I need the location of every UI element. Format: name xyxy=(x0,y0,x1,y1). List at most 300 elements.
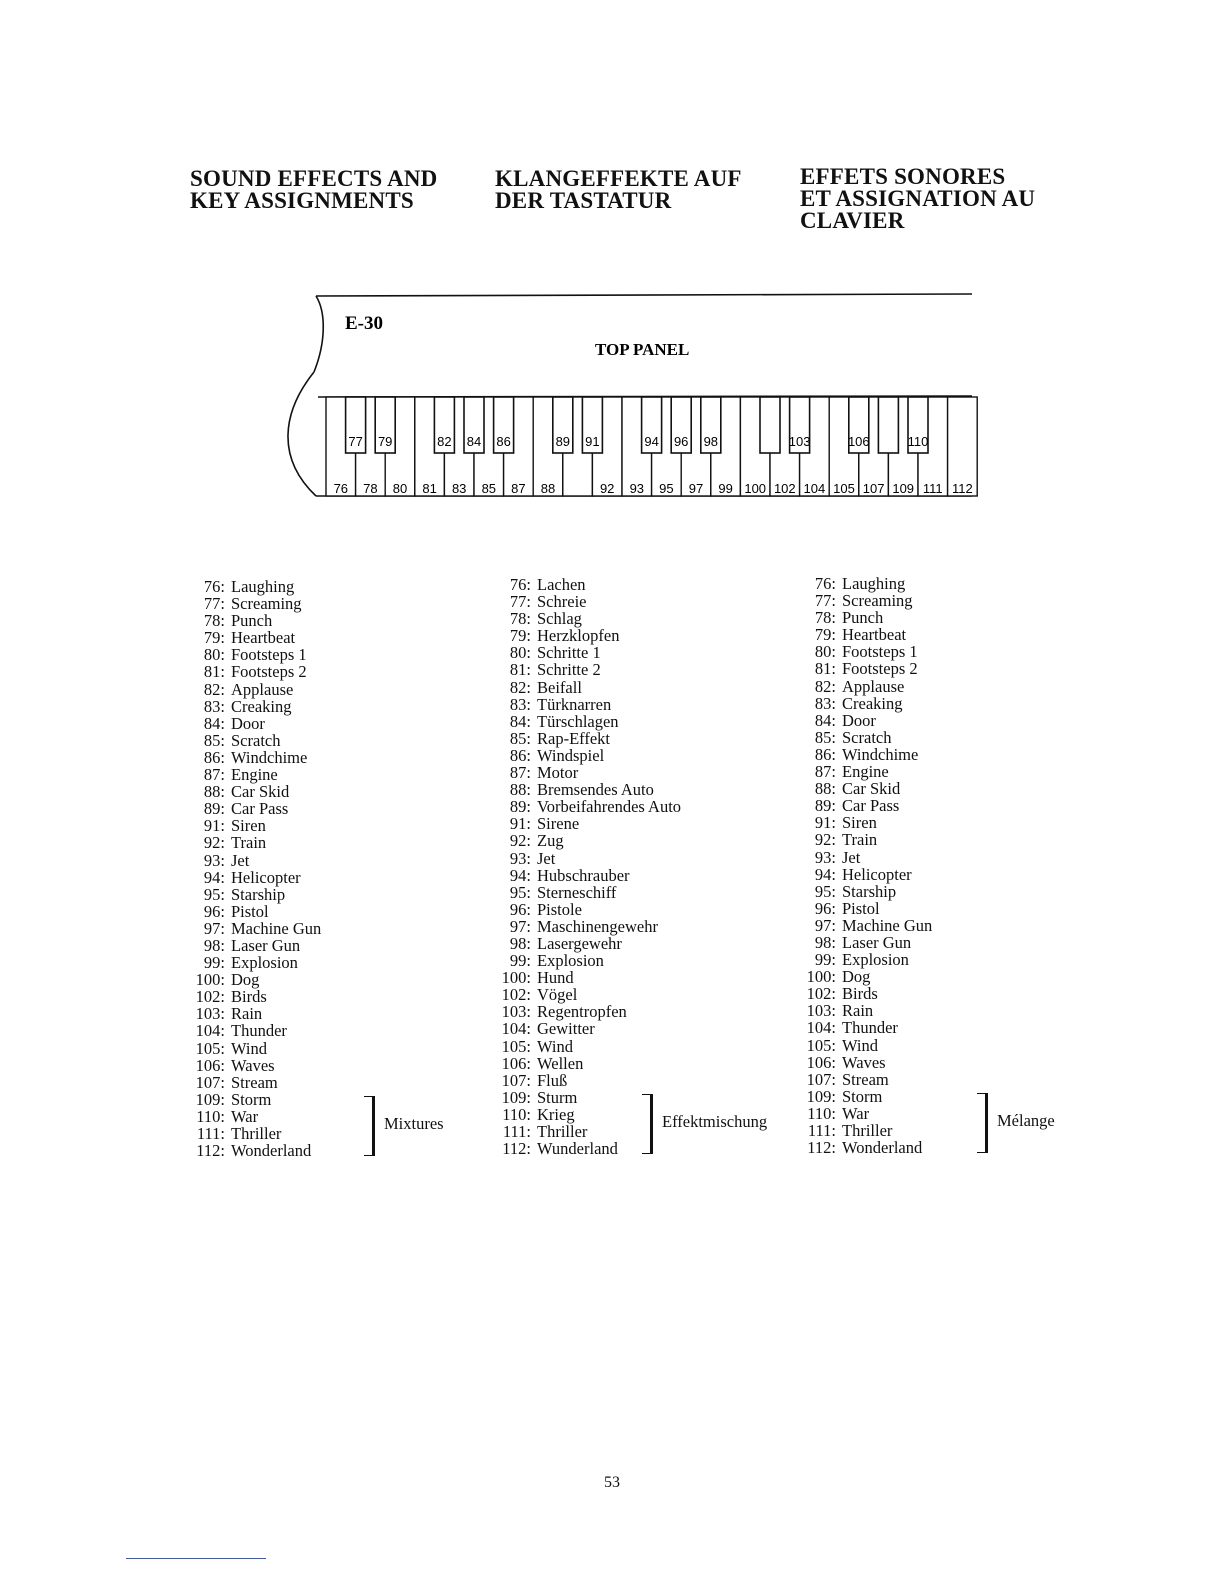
black-key-label: 98 xyxy=(703,434,719,449)
key-number: 96: xyxy=(203,901,225,921)
effect-name: Hubschrauber xyxy=(537,865,630,885)
list-item xyxy=(195,869,321,886)
effect-name: Wonderland xyxy=(231,1141,312,1161)
key-number: 93: xyxy=(814,847,836,867)
effect-name: Wind xyxy=(231,1038,267,1058)
list-item xyxy=(806,626,932,643)
effect-name: Gewitter xyxy=(537,1019,595,1039)
effect-name: Bremsendes Auto xyxy=(537,780,654,800)
list-item xyxy=(501,850,681,867)
list-item xyxy=(806,1019,932,1036)
list-item xyxy=(501,867,681,884)
key-number: 81: xyxy=(814,659,836,679)
sound-list-french xyxy=(806,575,932,1156)
list-item xyxy=(195,903,321,920)
key-number: 106: xyxy=(195,1055,225,1075)
effect-name: Rain xyxy=(842,1001,874,1021)
list-item xyxy=(806,934,932,951)
white-key-label: 81 xyxy=(422,481,437,496)
black-key-label: 91 xyxy=(585,434,600,449)
list-item xyxy=(501,644,681,661)
list-item xyxy=(806,1105,932,1122)
effect-name: Sturm xyxy=(537,1087,578,1107)
heading-line: CLAVIER xyxy=(800,208,905,233)
list-item xyxy=(501,1020,681,1037)
list-item xyxy=(195,800,321,817)
effect-name: Car Pass xyxy=(842,796,900,816)
key-number: 112: xyxy=(502,1139,531,1159)
list-item xyxy=(195,612,321,629)
key-number: 79: xyxy=(203,628,225,648)
key-number: 77: xyxy=(203,594,225,614)
key-number: 80: xyxy=(509,643,531,663)
key-number: 86: xyxy=(203,747,225,767)
key-number: 80: xyxy=(203,645,225,665)
key-number: 104: xyxy=(195,1021,225,1041)
effect-name: Starship xyxy=(842,881,897,901)
list-item xyxy=(501,1072,681,1089)
list-item xyxy=(806,643,932,660)
list-item xyxy=(806,1139,932,1156)
list-item xyxy=(806,883,932,900)
effect-name: Storm xyxy=(231,1089,272,1109)
key-number: 98: xyxy=(814,932,836,952)
effect-name: Machine Gun xyxy=(231,918,322,938)
effect-name: Wind xyxy=(842,1035,878,1055)
effect-name: Stream xyxy=(231,1072,278,1092)
list-item xyxy=(195,954,321,971)
key-number: 77: xyxy=(814,591,836,611)
key-number: 87: xyxy=(203,765,225,785)
list-item xyxy=(195,629,321,646)
effect-name: Storm xyxy=(842,1086,883,1106)
heading-line: SOUND EFFECTS AND xyxy=(190,166,438,191)
key-number: 99: xyxy=(203,953,225,973)
heading-line: DER TASTATUR xyxy=(495,188,672,213)
key-number: 84: xyxy=(509,711,531,731)
list-item xyxy=(195,732,321,749)
black-key-label: 110 xyxy=(907,434,929,449)
key-number: 105: xyxy=(195,1038,225,1058)
effect-name: Schlag xyxy=(537,609,582,629)
list-item xyxy=(501,1106,681,1123)
key-number: 91: xyxy=(814,813,836,833)
black-key-label: 77 xyxy=(348,434,363,449)
effect-name: Wonderland xyxy=(842,1138,923,1158)
white-key-label: 93 xyxy=(629,481,645,496)
key-number: 93: xyxy=(509,848,531,868)
heading-line: KLANGEFFEKTE AUF xyxy=(495,166,742,191)
white-key-label: 111 xyxy=(922,481,943,496)
key-number: 99: xyxy=(509,951,531,971)
key-number: 94: xyxy=(814,864,836,884)
effect-name: Rain xyxy=(231,1004,263,1024)
key-number: 77: xyxy=(509,592,531,612)
key-number: 93: xyxy=(203,850,225,870)
key-number: 102: xyxy=(806,984,836,1004)
list-item xyxy=(806,968,932,985)
effect-name: Laughing xyxy=(842,574,906,593)
list-item xyxy=(501,884,681,901)
list-item xyxy=(501,679,681,696)
effect-name: Wellen xyxy=(537,1053,584,1073)
list-item xyxy=(501,832,681,849)
top-panel-label: TOP PANEL xyxy=(595,340,690,359)
key-number: 110: xyxy=(196,1106,225,1126)
effect-name: Dog xyxy=(842,967,871,987)
heading-line: KEY ASSIGNMENTS xyxy=(190,188,414,213)
effect-name: Laughing xyxy=(231,577,295,596)
effect-name: Waves xyxy=(842,1052,886,1072)
black-key xyxy=(878,397,898,453)
white-key-label: 104 xyxy=(803,481,826,496)
key-number: 79: xyxy=(814,625,836,645)
list-item xyxy=(501,918,681,935)
list-item xyxy=(501,781,681,798)
effect-name: Punch xyxy=(842,608,884,628)
mixtures-bracket xyxy=(642,1094,653,1154)
list-item xyxy=(806,849,932,866)
effect-name: Helicopter xyxy=(842,864,912,884)
black-key-label: 94 xyxy=(644,434,659,449)
effect-name: Door xyxy=(231,713,265,733)
effect-name: Creaking xyxy=(231,696,292,716)
key-number: 107: xyxy=(501,1070,531,1090)
list-item xyxy=(195,681,321,698)
effect-name: Screaming xyxy=(842,591,913,611)
key-number: 97: xyxy=(509,916,531,936)
list-item xyxy=(501,764,681,781)
effect-name: Regentropfen xyxy=(537,1002,627,1022)
white-key-label: 80 xyxy=(392,481,408,496)
key-number: 97: xyxy=(814,915,836,935)
white-key-label: 88 xyxy=(540,481,556,496)
key-number: 96: xyxy=(814,898,836,918)
effect-name: Wunderland xyxy=(537,1139,618,1159)
effect-name: Machine Gun xyxy=(842,915,933,935)
effect-name: Punch xyxy=(231,611,273,631)
list-item xyxy=(195,920,321,937)
list-item xyxy=(501,1055,681,1072)
key-number: 105: xyxy=(501,1036,531,1056)
key-number: 79: xyxy=(509,626,531,646)
list-item xyxy=(806,1002,932,1019)
list-item xyxy=(806,712,932,729)
key-number: 83: xyxy=(203,696,225,716)
effect-name: Laser Gun xyxy=(231,935,301,955)
key-number: 102: xyxy=(501,985,531,1005)
effect-name: Thunder xyxy=(842,1018,898,1038)
key-number: 76: xyxy=(203,577,225,596)
list-item xyxy=(195,852,321,869)
key-number: 100: xyxy=(806,967,836,987)
key-number: 81: xyxy=(203,662,225,682)
effect-name: Creaking xyxy=(842,693,903,713)
list-item xyxy=(501,576,681,593)
key-number: 109: xyxy=(806,1086,836,1106)
list-item xyxy=(806,814,932,831)
white-key-label: 97 xyxy=(688,481,704,496)
effect-name: Waves xyxy=(231,1055,275,1075)
key-number: 95: xyxy=(814,881,836,901)
effect-name: Explosion xyxy=(231,953,298,973)
key-number: 107: xyxy=(806,1069,836,1089)
white-key-label: 99 xyxy=(718,481,733,496)
key-number: 89: xyxy=(203,799,225,819)
key-number: 99: xyxy=(814,950,836,970)
key-number: 111: xyxy=(502,1122,531,1141)
key-number: 104: xyxy=(806,1018,836,1038)
key-number: 109: xyxy=(195,1089,225,1109)
key-number: 88: xyxy=(814,779,836,799)
white-key-label: 87 xyxy=(511,481,526,496)
list-item xyxy=(195,1125,321,1142)
list-item xyxy=(806,866,932,883)
effect-name: Schritte 2 xyxy=(537,660,601,680)
key-number: 112: xyxy=(196,1141,225,1161)
black-key-label: 106 xyxy=(847,434,870,449)
list-item xyxy=(806,695,932,712)
white-key-label: 85 xyxy=(481,481,497,496)
list-item xyxy=(806,917,932,934)
key-number: 80: xyxy=(814,642,836,662)
key-number: 109: xyxy=(501,1087,531,1107)
list-item xyxy=(195,766,321,783)
effect-name: Laser Gun xyxy=(842,932,912,952)
key-number: 91: xyxy=(203,816,225,836)
list-item xyxy=(195,886,321,903)
effect-name: Helicopter xyxy=(231,867,301,887)
effect-name: Sterneschiff xyxy=(537,882,617,902)
key-number: 95: xyxy=(203,884,225,904)
effect-name: Siren xyxy=(842,813,877,833)
key-number: 91: xyxy=(509,814,531,834)
effect-name: Footsteps 2 xyxy=(231,662,307,682)
effect-name: Hund xyxy=(537,968,574,988)
list-item xyxy=(195,783,321,800)
heading-line: ET ASSIGNATION AU xyxy=(800,186,1036,211)
list-item xyxy=(806,575,932,592)
mixtures-label: Mixtures xyxy=(384,1114,444,1133)
list-item xyxy=(195,595,321,612)
white-key-label: 78 xyxy=(363,481,378,496)
black-key xyxy=(760,397,780,453)
white-key-label: 109 xyxy=(892,481,915,496)
page-number: 53 xyxy=(604,1474,620,1491)
list-item xyxy=(806,592,932,609)
sound-list-german xyxy=(501,576,681,1157)
list-item xyxy=(501,627,681,644)
effect-name: Starship xyxy=(231,884,286,904)
effect-name: Sirene xyxy=(537,814,580,834)
effect-name: Thunder xyxy=(231,1021,287,1041)
key-number: 103: xyxy=(195,1004,225,1024)
key-number: 103: xyxy=(806,1001,836,1021)
key-number: 111: xyxy=(196,1124,225,1143)
key-number: 98: xyxy=(203,935,225,955)
white-key-label: 112 xyxy=(952,481,973,496)
key-number: 78: xyxy=(203,611,225,631)
effect-name: Footsteps 1 xyxy=(231,645,307,665)
effect-name: Jet xyxy=(537,848,556,868)
list-item xyxy=(806,1071,932,1088)
effect-name: Maschinengewehr xyxy=(537,916,658,936)
effect-name: Schritte 1 xyxy=(537,643,601,663)
key-number: 87: xyxy=(814,762,836,782)
list-item xyxy=(195,698,321,715)
list-item xyxy=(195,971,321,988)
list-item xyxy=(501,1123,681,1140)
effect-name: Engine xyxy=(842,762,889,782)
effect-name: Türschlagen xyxy=(537,711,619,731)
list-item xyxy=(501,593,681,610)
effect-name: Schreie xyxy=(537,592,587,612)
key-number: 103: xyxy=(501,1002,531,1022)
effect-name: Windchime xyxy=(842,744,919,764)
key-number: 94: xyxy=(203,867,225,887)
list-item xyxy=(806,609,932,626)
effect-name: Explosion xyxy=(537,951,604,971)
effect-name: Screaming xyxy=(231,594,302,614)
mixtures-label: Mélange xyxy=(997,1111,1055,1130)
effect-name: Motor xyxy=(537,763,579,783)
key-number: 106: xyxy=(501,1053,531,1073)
effect-name: Scratch xyxy=(231,730,281,750)
black-key-label: 79 xyxy=(377,434,393,449)
effect-name: Rap-Effekt xyxy=(537,728,611,748)
key-number: 83: xyxy=(814,693,836,713)
list-item xyxy=(195,578,321,595)
effect-name: Applause xyxy=(842,676,905,696)
key-number: 105: xyxy=(806,1035,836,1055)
effect-name: Thriller xyxy=(231,1124,282,1143)
effect-name: Birds xyxy=(231,987,267,1007)
key-number: 84: xyxy=(203,713,225,733)
list-item xyxy=(501,969,681,986)
effect-name: Pistol xyxy=(231,901,269,921)
effect-name: Train xyxy=(842,830,878,850)
key-number: 88: xyxy=(203,782,225,802)
black-key-label: 86 xyxy=(496,434,511,449)
list-item xyxy=(501,901,681,918)
keyboard-keys xyxy=(326,397,977,496)
list-item xyxy=(195,749,321,766)
key-number: 78: xyxy=(814,608,836,628)
list-item xyxy=(806,1122,932,1139)
list-item xyxy=(501,730,681,747)
key-number: 82: xyxy=(203,679,225,699)
heading-line: EFFETS SONORES xyxy=(800,164,1006,189)
list-item xyxy=(806,797,932,814)
list-item xyxy=(501,986,681,1003)
effect-name: Thriller xyxy=(537,1122,588,1141)
mixtures-bracket xyxy=(364,1096,375,1156)
key-number: 95: xyxy=(509,882,531,902)
list-item xyxy=(195,663,321,680)
list-item xyxy=(501,798,681,815)
key-number: 98: xyxy=(509,933,531,953)
list-item xyxy=(195,715,321,732)
list-item xyxy=(195,1057,321,1074)
effect-name: Jet xyxy=(231,850,250,870)
list-item xyxy=(806,831,932,848)
effect-name: Scratch xyxy=(842,727,892,747)
white-key-label: 95 xyxy=(659,481,674,496)
key-number: 84: xyxy=(814,710,836,730)
bottom-rule xyxy=(126,1558,266,1559)
list-item xyxy=(195,1091,321,1108)
effect-name: Thriller xyxy=(842,1121,893,1140)
key-number: 89: xyxy=(509,797,531,817)
effect-name: Pistole xyxy=(537,899,582,919)
effect-name: Explosion xyxy=(842,950,909,970)
key-number: 100: xyxy=(195,970,225,990)
list-item xyxy=(195,1040,321,1057)
effect-name: Birds xyxy=(842,984,878,1004)
list-item xyxy=(501,661,681,678)
list-item xyxy=(501,1038,681,1055)
sound-list-english xyxy=(195,578,321,1159)
effect-name: Windspiel xyxy=(537,745,605,765)
key-number: 96: xyxy=(509,899,531,919)
effect-name: Stream xyxy=(842,1069,889,1089)
effect-name: Heartbeat xyxy=(842,625,907,645)
effect-name: Krieg xyxy=(537,1104,575,1124)
effect-name: Jet xyxy=(842,847,861,867)
list-item xyxy=(195,817,321,834)
list-item xyxy=(806,746,932,763)
list-item xyxy=(806,780,932,797)
list-item xyxy=(501,952,681,969)
list-item xyxy=(806,985,932,1002)
key-number: 87: xyxy=(509,763,531,783)
effect-name: Zug xyxy=(537,831,564,851)
key-number: 92: xyxy=(814,830,836,850)
key-number: 85: xyxy=(509,728,531,748)
key-number: 81: xyxy=(509,660,531,680)
list-item xyxy=(806,1054,932,1071)
list-item xyxy=(501,610,681,627)
key-number: 76: xyxy=(509,575,531,594)
effect-name: Lachen xyxy=(537,575,586,594)
effect-name: Beifall xyxy=(537,677,582,697)
list-item xyxy=(806,951,932,968)
key-number: 112: xyxy=(807,1138,836,1158)
effect-name: Engine xyxy=(231,765,278,785)
effect-name: Lasergewehr xyxy=(537,933,622,953)
list-item xyxy=(501,1140,681,1157)
list-item xyxy=(806,1088,932,1105)
white-key-label: 83 xyxy=(451,481,467,496)
key-number: 102: xyxy=(195,987,225,1007)
black-key-label: 84 xyxy=(466,434,482,449)
key-number: 97: xyxy=(203,918,225,938)
key-number: 110: xyxy=(807,1103,836,1123)
list-item xyxy=(806,900,932,917)
effect-name: Pistol xyxy=(842,898,880,918)
black-key-label: 82 xyxy=(437,434,452,449)
white-key-label: 76 xyxy=(333,481,349,496)
key-number: 92: xyxy=(509,831,531,851)
key-number: 92: xyxy=(203,833,225,853)
black-key-label: 89 xyxy=(555,434,571,449)
key-number: 85: xyxy=(814,727,836,747)
white-key-label: 107 xyxy=(862,481,885,496)
list-item xyxy=(806,1037,932,1054)
list-item xyxy=(501,747,681,764)
key-number: 104: xyxy=(501,1019,531,1039)
keyboard-diagram xyxy=(0,0,1224,560)
